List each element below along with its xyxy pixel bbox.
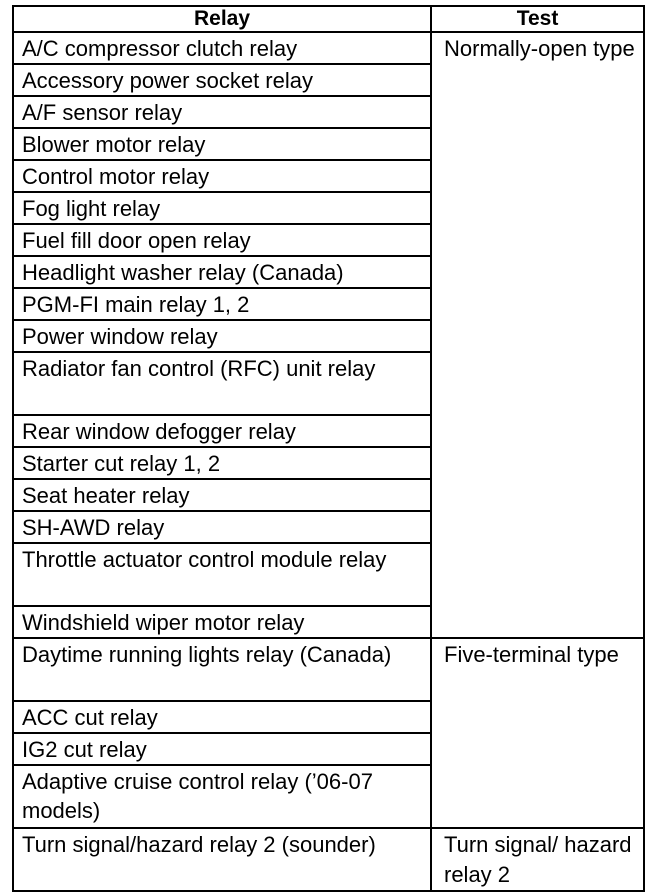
relay-name: A/F sensor relay (13, 96, 431, 128)
relay-name: Fuel fill door open relay (13, 224, 431, 256)
test-column-header: Test (431, 6, 644, 32)
relay-name: Radiator fan control (RFC) unit relay (13, 352, 431, 415)
relay-name: Headlight washer relay (Canada) (13, 256, 431, 288)
table-row (13, 828, 644, 891)
relay-test-table (12, 5, 645, 892)
relay-name: Blower motor relay (13, 128, 431, 160)
test-type-turn-signal: Turn signal/ hazard relay 2 (431, 828, 644, 891)
relay-name: Control motor relay (13, 160, 431, 192)
relay-column-header: Relay (13, 6, 431, 32)
relay-name: Accessory power socket relay (13, 64, 431, 96)
table-row (13, 32, 644, 64)
relay-name: Windshield wiper motor relay (13, 606, 431, 638)
table-row (13, 638, 644, 701)
test-type-normally-open: Normally-open type (431, 32, 644, 638)
relay-name: ACC cut relay (13, 701, 431, 733)
relay-name: Daytime running lights relay (Canada) (13, 638, 431, 701)
relay-name: Starter cut relay 1, 2 (13, 447, 431, 479)
relay-name: Seat heater relay (13, 479, 431, 511)
relay-name: Adaptive cruise control relay (’06-07 models) (13, 765, 431, 828)
relay-name: Turn signal/hazard relay 2 (sounder) (13, 828, 431, 891)
relay-name: PGM-FI main relay 1, 2 (13, 288, 431, 320)
relay-name: Rear window defogger relay (13, 415, 431, 447)
test-type-five-terminal: Five-terminal type (431, 638, 644, 828)
header-row (13, 6, 644, 32)
relay-name: Throttle actuator control module relay (13, 543, 431, 606)
relay-name: IG2 cut relay (13, 733, 431, 765)
relay-name: SH-AWD relay (13, 511, 431, 543)
relay-name: Power window relay (13, 320, 431, 352)
relay-name: Fog light relay (13, 192, 431, 224)
relay-name: A/C compressor clutch relay (13, 32, 431, 64)
